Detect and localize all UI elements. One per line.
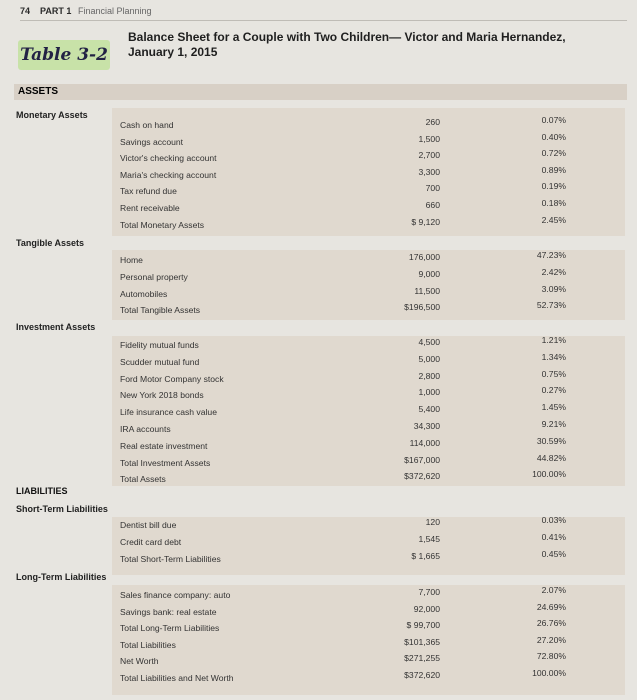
row-percent: 0.72% <box>541 148 566 159</box>
row-value: $372,620 <box>404 670 440 680</box>
row-percent: 72.80% <box>536 651 566 662</box>
assets-heading: ASSETS <box>18 86 59 97</box>
row-label: Real estate investment <box>120 440 208 451</box>
row-label: Savings account <box>120 136 184 147</box>
row-label: Total Liabilities and Net Worth <box>120 673 234 683</box>
row-percent: 0.89% <box>541 164 566 175</box>
row-percent: 1.21% <box>541 335 566 345</box>
investment-assets-title: Investment Assets <box>16 322 96 332</box>
row-value: 7,700 <box>418 587 440 597</box>
page-number: 74 <box>20 6 31 16</box>
row-label: Credit card debt <box>120 537 182 547</box>
table-label: Table 3-2 <box>18 40 110 70</box>
row-percent: 0.18% <box>541 198 566 208</box>
row-value: 1,000 <box>418 387 440 398</box>
row-value: $271,255 <box>404 653 440 664</box>
page-header <box>0 6 637 28</box>
row-value: $101,365 <box>404 636 440 647</box>
row-percent: 0.45% <box>541 549 566 559</box>
row-percent: 0.75% <box>541 368 566 379</box>
row-label: Sales finance company: auto <box>120 590 231 600</box>
row-percent: 47.23% <box>536 250 566 260</box>
row-label: Total Assets <box>120 474 166 485</box>
row-value: $ 9,120 <box>411 216 440 227</box>
row-label: New York 2018 bonds <box>120 390 204 401</box>
row-label: Personal property <box>120 271 188 282</box>
row-percent: 2.07% <box>541 585 566 595</box>
row-percent: 0.03% <box>541 515 566 525</box>
row-percent: 0.27% <box>541 385 566 396</box>
row-label: Home <box>120 255 143 265</box>
row-percent: 0.07% <box>541 115 566 125</box>
row-value: $196,500 <box>404 302 440 313</box>
table-title: Balance Sheet for a Couple with Two Children— Victor and Maria Hernandez, January 1, 2015 <box>128 30 566 59</box>
part-label: PART 1 <box>40 6 72 16</box>
row-percent: 0.19% <box>541 181 566 192</box>
row-percent: 2.45% <box>541 214 566 225</box>
row-value: 700 <box>425 183 440 194</box>
long-term-liabilities-title: Long-Term Liabilities <box>16 572 107 582</box>
short-term-liabilities-bg <box>112 517 625 575</box>
row-value: 114,000 <box>409 437 440 448</box>
row-value: 1,545 <box>418 534 440 544</box>
tangible-assets-title: Tangible Assets <box>16 238 85 248</box>
row-label: Total Long-Term Liabilities <box>120 623 220 634</box>
row-percent: 24.69% <box>536 601 566 612</box>
part-name: Financial Planning <box>78 6 152 16</box>
row-percent: 100.00% <box>532 469 566 480</box>
row-value: $ 99,700 <box>406 620 440 631</box>
row-label: Fidelity mutual funds <box>120 340 199 350</box>
row-label: Dentist bill due <box>120 520 177 530</box>
row-percent: 27.20% <box>536 634 566 645</box>
row-value: 260 <box>425 117 440 127</box>
row-value: $ 1,665 <box>411 551 440 561</box>
row-value: 2,800 <box>418 370 440 381</box>
row-percent: 2.42% <box>541 266 566 277</box>
row-value: 92,000 <box>413 603 440 614</box>
row-percent: 26.76% <box>536 618 566 629</box>
row-percent: 3.09% <box>541 283 566 294</box>
row-label: Ford Motor Company stock <box>120 373 224 384</box>
row-value: 2,700 <box>418 150 440 161</box>
row-label: Total Liabilities <box>120 639 176 650</box>
row-label: Total Monetary Assets <box>120 219 205 230</box>
row-percent: 30.59% <box>536 435 566 446</box>
row-value: $167,000 <box>404 454 440 465</box>
row-label: Automobiles <box>120 288 168 299</box>
row-value: 5,400 <box>418 404 440 415</box>
row-value: 5,000 <box>418 353 440 364</box>
row-value: 1,500 <box>418 133 440 144</box>
row-label: Maria's checking account <box>120 169 217 180</box>
row-label: Total Short-Term Liabilities <box>120 554 221 564</box>
row-percent: 1.45% <box>541 402 566 413</box>
row-label: Rent receivable <box>120 203 180 213</box>
row-percent: 0.40% <box>541 131 566 142</box>
row-label: Cash on hand <box>120 120 174 130</box>
liabilities-heading: LIABILITIES <box>16 486 68 496</box>
assets-band <box>14 84 627 100</box>
row-value: 120 <box>425 517 440 527</box>
row-label: Scudder mutual fund <box>120 356 200 367</box>
row-percent: 44.82% <box>536 452 566 463</box>
row-label: Total Investment Assets <box>120 457 211 468</box>
row-value: 11,500 <box>414 285 440 296</box>
row-label: Life insurance cash value <box>120 407 217 418</box>
row-value: 3,300 <box>418 166 440 177</box>
row-value: 34,300 <box>413 421 440 431</box>
row-percent: 52.73% <box>536 300 566 311</box>
row-label: IRA accounts <box>120 424 171 434</box>
row-value: 4,500 <box>418 337 440 347</box>
row-label: Victor's checking account <box>120 153 217 164</box>
row-percent: 9.21% <box>541 419 566 429</box>
short-term-liabilities-title: Short-Term Liabilities <box>16 504 108 514</box>
row-percent: 100.00% <box>532 668 566 678</box>
row-label: Total Tangible Assets <box>120 305 201 316</box>
row-label: Savings bank: real estate <box>120 606 217 617</box>
row-value: $372,620 <box>404 471 440 482</box>
row-value: 660 <box>425 200 440 210</box>
header-rule <box>20 20 627 21</box>
row-label: Tax refund due <box>120 186 177 197</box>
row-label: Net Worth <box>120 656 159 667</box>
monetary-assets-title: Monetary Assets <box>16 110 88 120</box>
row-percent: 0.41% <box>541 532 566 542</box>
row-value: 9,000 <box>418 268 440 279</box>
row-percent: 1.34% <box>541 351 566 362</box>
row-value: 176,000 <box>408 252 440 262</box>
